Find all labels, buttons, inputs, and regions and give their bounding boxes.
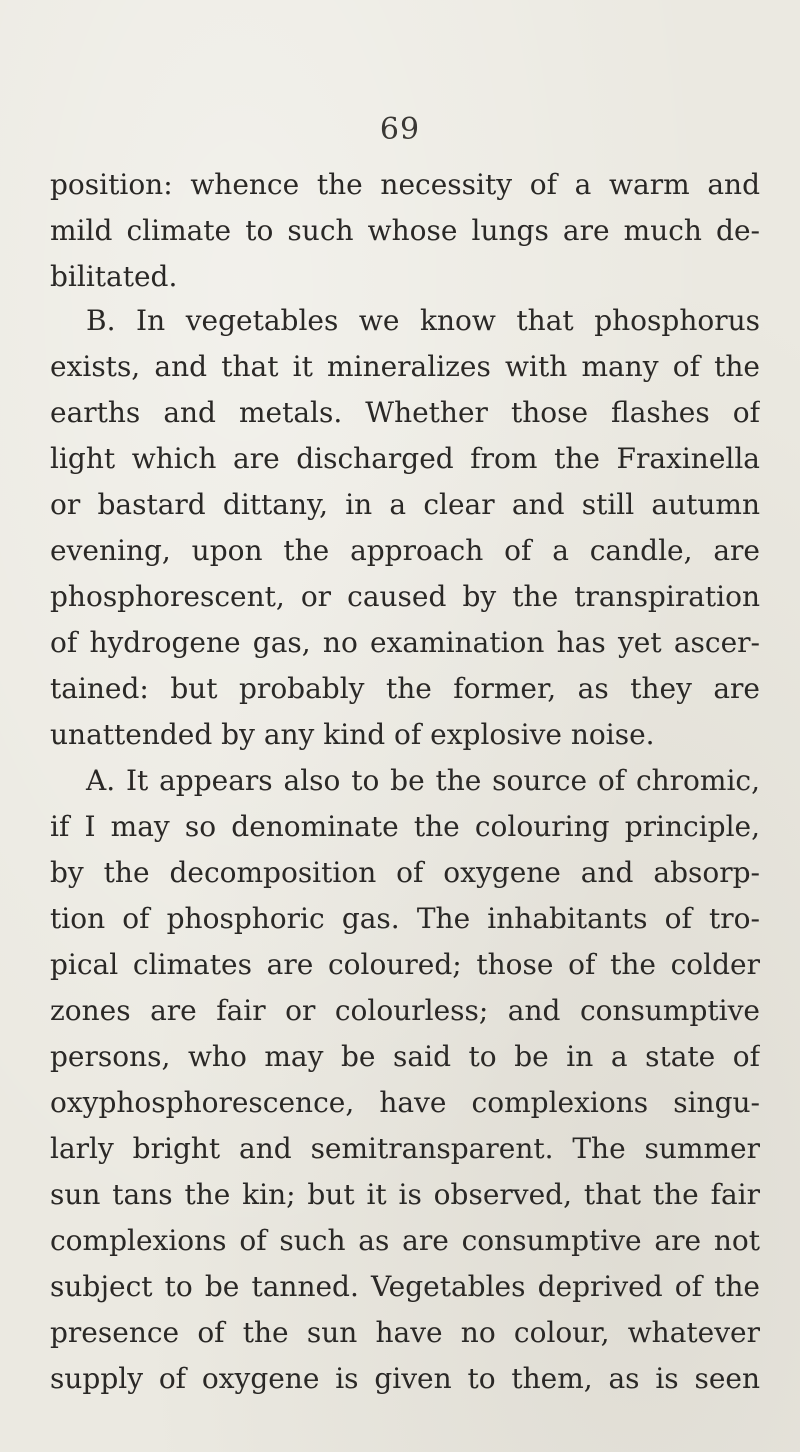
text-line: subject to be tanned. Vegetables deprived of the (50, 1270, 760, 1303)
text-line: zones are fair or colourless; and consumptive (50, 994, 760, 1027)
paragraph-b-phosphorus-vegetables (50, 298, 760, 758)
text-line: sun tans the kin; but it is observed, that the fair (50, 1178, 760, 1211)
text-line: bilitated. (50, 260, 178, 293)
text-line: persons, who may be said to be in a state of (50, 1040, 760, 1073)
text-line: pical climates are coloured; those of the colder (50, 948, 760, 981)
text-line: of hydrogene gas, no examination has yet ascer- (50, 626, 760, 659)
text-line: tained: but probably the former, as they are (50, 672, 760, 705)
text-line: B. In vegetables we know that phosphorus (86, 304, 760, 337)
text-line: phosphorescent, or caused by the transpiration (50, 580, 760, 613)
text-line: tion of phosphoric gas. The inhabitants of tro- (50, 902, 760, 935)
text-line: presence of the sun have no colour, whatever (50, 1316, 760, 1349)
text-line: or bastard dittany, in a clear and still autumn (50, 488, 760, 521)
text-line: larly bright and semitransparent. The summer (50, 1132, 760, 1165)
text-line: earths and metals. Whether those flashes of (50, 396, 760, 429)
text-line: light which are discharged from the Fraxinella (50, 442, 760, 475)
page-number: 69 (379, 112, 421, 147)
text-line: if I may so denominate the colouring principle, (50, 810, 760, 843)
text-line: supply of oxygene is given to them, as is seen (50, 1362, 760, 1395)
paragraph-continuation (50, 162, 760, 300)
text-line: oxyphosphorescence, have complexions singu- (50, 1086, 760, 1119)
text-line: by the decomposition of oxygene and absorp- (50, 856, 760, 889)
text-line: mild climate to such whose lungs are much de- (50, 214, 760, 247)
text-line: exists, and that it mineralizes with many of the (50, 350, 760, 383)
text-line: unattended by any kind of explosive noise. (50, 718, 655, 751)
paragraph-a-chromic (50, 758, 760, 1402)
text-line: complexions of such as are consumptive are not (50, 1224, 760, 1257)
text-line: evening, upon the approach of a candle, are (50, 534, 760, 567)
text-line: A. It appears also to be the source of chromic, (86, 764, 760, 797)
text-line: position: whence the necessity of a warm and (50, 168, 760, 201)
